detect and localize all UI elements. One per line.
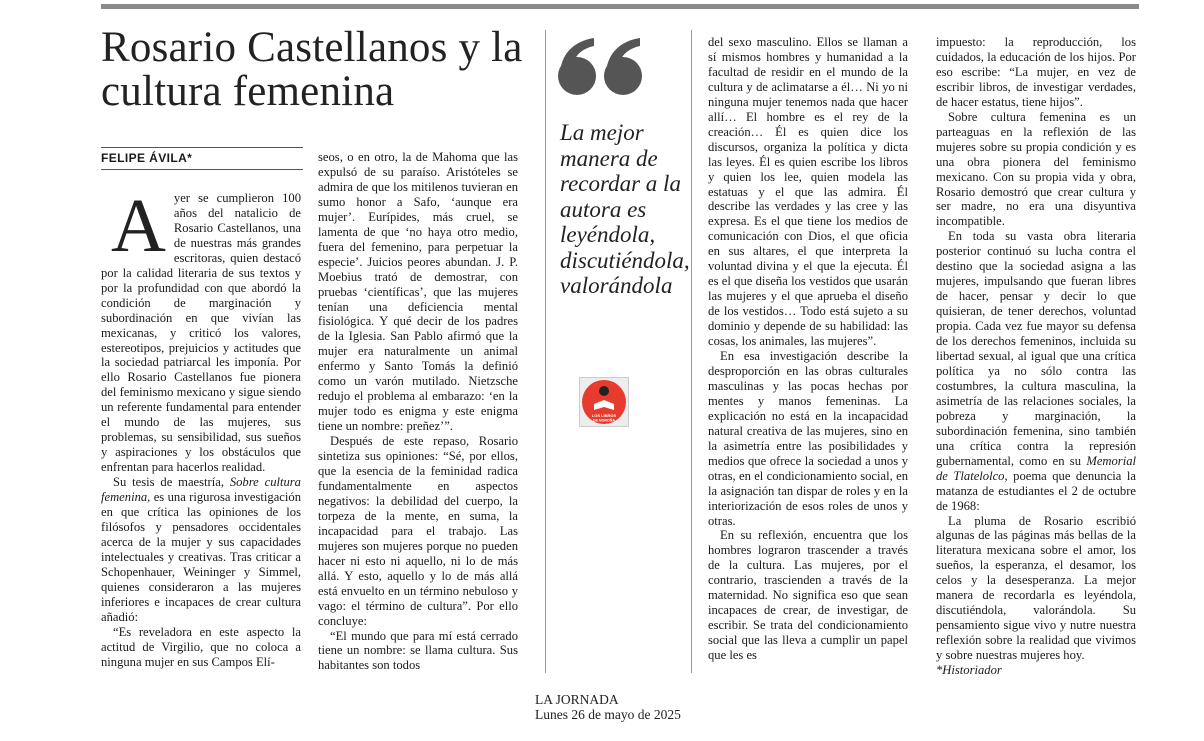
- article-paragraph: Después de este repaso, Rosario sintetiza sus opiniones: “Sé, por ellos, que la esencia de la feminidad radica fundamentalmente en aspectos negativos: la debilidad del cuerpo, la torpeza de la mente, en suma, la incapacidad para el trabajo. Las mujeres son mujeres porque no pueden hacer ni esto ni aquello, ni lo de más allá. Y esto, aquello y lo de más allá está envuelto en un término nebuloso y vago: el término de cultura”. Por ello concluye:: [318, 434, 518, 628]
- newspaper-name: LA JORNADA: [535, 692, 619, 707]
- article-paragraph: [936, 229, 1136, 513]
- paragraph-text: , poema que denuncia la matanza de estudiantes el 2 de octubre de 1968:: [936, 468, 1136, 513]
- paragraph-text: , es una rigurosa investigación en que crítica las opiniones de los filósofos y pensadores occidentales acerca de la mujer y sus capacidades intelectuales y creativas. Tras criticar a Schopenhauer, Weininger y Simmel, quienes consideraron a las mujeres inferiores e incapaces de crear cultura añadió:: [101, 490, 301, 624]
- article-paragraph: impuesto: la reproducción, los cuidados, la educación de los hijos. Por eso escribe: “La mujer, en vez de escribir libros, de investigar verdades, de hacer estatus, tiene hijos”.: [936, 35, 1136, 109]
- paragraph-text: Su tesis de maestría,: [113, 475, 230, 490]
- article-paragraph: [936, 110, 1136, 230]
- byline: FELIPE ÁVILA*: [101, 151, 193, 165]
- article-paragraph: “Es reveladora en este aspecto la actitud de Virgilio, que no coloca a ninguna mujer en sus Campos Elí-: [101, 624, 301, 669]
- headline: Rosario Castellanos y la cultura femenina: [101, 24, 523, 115]
- article-column-4: [936, 35, 1136, 678]
- article-paragraph: del sexo masculino. Ellos se llaman a sí mismos hombres y humanidad a la facultad de residir en el mundo de la cultura y de aclimatarse a él… Ni yo ni ninguna mujer tenemos nada que hacer allí… El hombre es el rey de la creación… Él es quien dice los discursos, organiza la política y dicta las leyes. Él es quien escribe los libros y quien los lee, quien modela las estatuas y el que las admira. Él describe las verdades y las cree y las expresa. Es el que tiene los medios de comunicación con Dios, el que oficia en sus altares, el que interpreta la voluntad divina y el que la ejecuta. Él es el que diseña los vestidos que usarán las mujeres y el que aprueba el diseño de los vestidos… Todo está sujeto a su dominio y depende de su habilidad: las cosas, los animales, las mujeres”.: [708, 35, 908, 349]
- article-paragraph: seos, o en otro, la de Mahoma que las expulsó de su paraíso. Aristóteles se admira de que los mitilenos tuvieran en sumo honor a Safo, ‘aunque era mujer’. Eurípides, más cruel, se lamenta de que ‘no haya otro medio, fuera del femenino, para perpetuar la especie’. Juicios peores abundan. J. P. Moebius trató de demostrar, con pruebas ‘científicas’, que las mujeres tenían una deficiencia mental fisiológica. Y qué decir de los padres de la Iglesia. San Pablo afirmó que la mujer era naturalmente un animal enfermo y Santo Tomás la definió como un varón mutilado. Nietzsche redujo el problema al embarazo: ‘en la mujer todo es enigma y este enigma tiene un nombre: preñez’”.: [318, 150, 518, 434]
- paragraph-text: Sobre cultura femenina es un parteaguas en la reflexión de las mujeres sobre su propia condición y es una obra pionera del feminismo mexicano. Con su propia vida y obra, Rosario demostró que crear cultura y ser madre, no era una disyuntiva incompatible.: [936, 109, 1136, 229]
- column-divider-left: [545, 30, 546, 673]
- article-paragraph: [101, 184, 301, 475]
- byline-top-rule: [101, 147, 303, 148]
- poem-title: Memorial de Tlatelolco: [936, 453, 1136, 483]
- reader-logo-icon: [580, 378, 628, 426]
- footer: [535, 692, 681, 722]
- pull-quote: La mejor manera de recordar a la autora es leyéndola, discutiéndola, valorándola: [560, 120, 690, 298]
- article-column-1: [101, 150, 301, 670]
- top-rule: [101, 4, 1139, 9]
- paragraph-text: En toda su vasta obra literaria posterior continuó su lucha contra el destino que la sociedad asigna a las mujeres, impulsando que fueran libres de hacer, pensar y decir lo que quisieran, de tener derechos, voluntad propia. Cada vez fue mayor su defensa de los derechos femeninos, incluida su libertad sexual, al igual que una crítica política ya no sólo contra las costumbres, la cultura masculina, la asimetría de las relaciones sociales, la pobreza y marginación, la subordinación femenina, sino también una crítica contra la represión gubernamental, como en su: [936, 229, 1136, 468]
- author-note: *Historiador: [936, 663, 1002, 678]
- books-logo: [579, 377, 629, 427]
- article-paragraph: En su reflexión, encuentra que los hombres lograron trascender a través de la cultura. Las mujeres, por el contrario, trascienden a través de la maternidad. No significa eso que sean incapaces de crear, de investigar, de escribir. Se trata del condicionamiento social que las lleva a cumplir un papel que les es: [708, 528, 908, 663]
- column-divider-right: [691, 30, 692, 673]
- article-paragraph: En esa investigación describe la desproporción en las obras culturales masculinas y las pocas hechas por mentes y manos femeninas. La explicación no está en la incapacidad natural creativa de las mujeres, sino en la asimetría entre las posibilidades y medios que ofrece la sociedad a unos y otras, en el condicionamiento social, en la asignación tan dispar de roles y en la interiorización de esos roles de unos y otras.: [708, 349, 908, 528]
- quote-mark-icon: [556, 38, 648, 98]
- article-column-3: [708, 35, 908, 663]
- article-paragraph: [101, 475, 301, 625]
- book-title: Sobre cultura femenina: [101, 475, 301, 505]
- publication-date: Lunes 26 de mayo de 2025: [535, 707, 681, 722]
- paragraph-text: yer se cumplieron 100 años del natalicio de Rosario Castellanos, una de nuestras más grandes escritoras, quien destacó por la calidad literaria de sus textos y por la profundidad con que abordó la condición de marginación y subordinación en que vivían las mexicanas, y criticó los valores, estereotipos, prejuicios y actitudes que la sociedad patriarcal les imponía. Por ello Rosario Castellanos fue pionera del feminismo mexicano y sigue siendo un referente fundamental para entender el mundo de las mujeres, sus problemas, su sensibilidad, sus sueños y aspiraciones y los obstáculos que enfrentan para hacerlos realidad.: [101, 191, 301, 475]
- article-paragraph: “El mundo que para mí está cerrado tiene un nombre: se llama cultura. Sus habitantes son todos: [318, 628, 518, 673]
- svg-text:DE NOROÑA: DE NOROÑA: [593, 418, 615, 423]
- article-paragraph: La pluma de Rosario escribió algunas de las páginas más bellas de la literatura mexicana sobre el amor, los sueños, la esperanza, el desamor, los celos y la desesperanza. La mejor manera de recordarla es leyéndola, discutiéndola, valorándola. Su pensamiento sigue vivo y nutre nuestra reflexión sobre la realidad que vivimos y sobre nuestras mujeres hoy.: [936, 513, 1136, 663]
- svg-text:LOS LIBROS: LOS LIBROS: [591, 413, 617, 418]
- article-column-2: [318, 150, 518, 673]
- drop-cap: A: [111, 184, 166, 268]
